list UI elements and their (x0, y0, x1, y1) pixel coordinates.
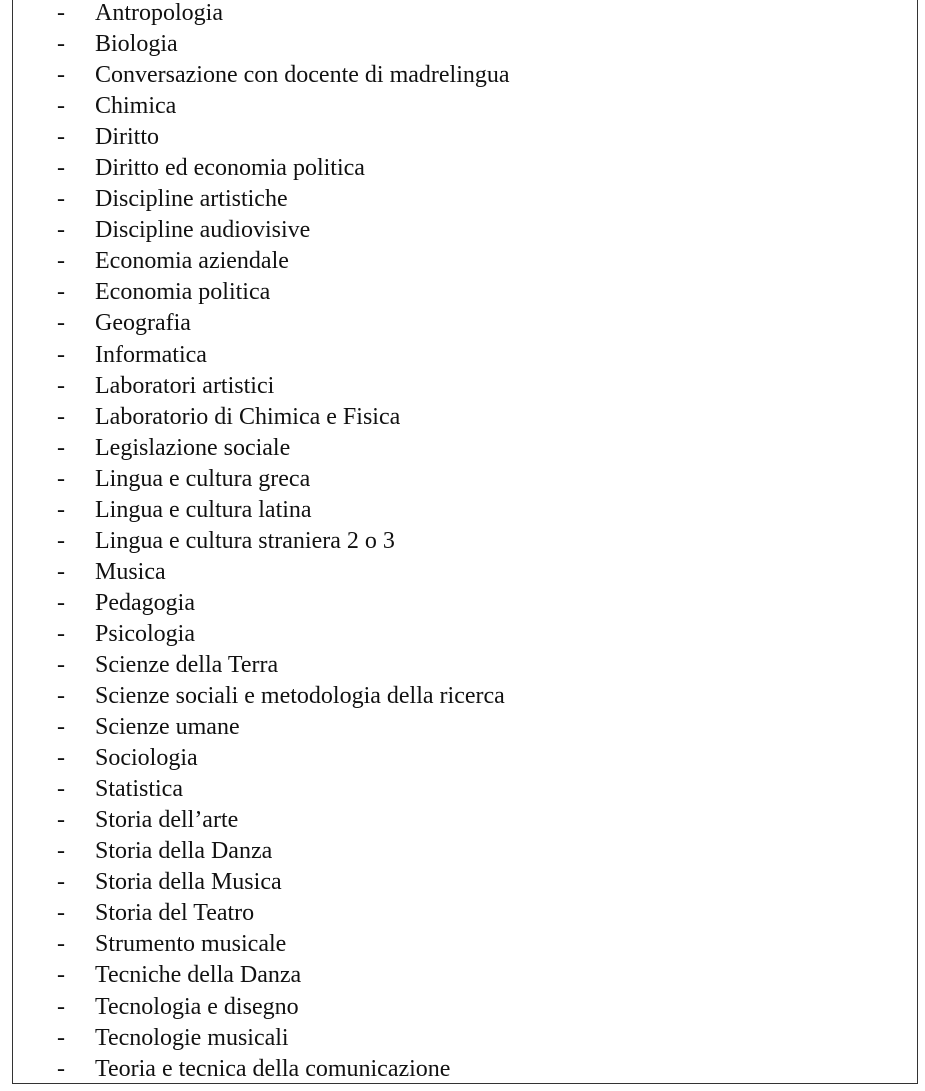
list-bullet-dash: - (57, 217, 65, 244)
list-bullet-dash: - (57, 558, 65, 585)
list-bullet-dash: - (57, 310, 65, 337)
list-item-label: Conversazione con docente di madrelingua (95, 62, 510, 89)
list-bullet-dash: - (57, 931, 65, 958)
list-item-label: Diritto ed economia politica (95, 155, 365, 182)
list-item-label: Economia politica (95, 279, 271, 306)
list-bullet-dash: - (57, 683, 65, 710)
list-bullet-dash: - (57, 651, 65, 678)
list-bullet-dash: - (57, 1055, 65, 1082)
list-item-label: Storia del Teatro (95, 900, 255, 927)
list-bullet-dash: - (57, 807, 65, 834)
list-item-label: Legislazione sociale (95, 434, 291, 461)
list-bullet-dash: - (57, 745, 65, 772)
list-item-label: Geografia (95, 310, 191, 337)
list-item-label: Strumento musicale (95, 931, 287, 958)
list-item-label: Diritto (95, 124, 159, 151)
list-bullet-dash: - (57, 155, 65, 182)
list-bullet-dash: - (57, 248, 65, 275)
list-bullet-dash: - (57, 31, 65, 58)
list-bullet-dash: - (57, 372, 65, 399)
list-bullet-dash: - (57, 589, 65, 616)
list-item-label: Psicologia (95, 620, 195, 647)
list-bullet-dash: - (57, 93, 65, 120)
list-item-label: Tecnologia e disegno (95, 993, 299, 1020)
list-item-label: Statistica (95, 776, 183, 803)
list-bullet-dash: - (57, 465, 65, 492)
list-bullet-dash: - (57, 279, 65, 306)
list-item-label: Laboratorio di Chimica e Fisica (95, 403, 401, 430)
list-bullet-dash: - (57, 62, 65, 89)
list-item-label: Antropologia (95, 0, 223, 26)
list-bullet-dash: - (57, 434, 65, 461)
list-item-label: Economia aziendale (95, 248, 289, 275)
list-item-label: Tecnologie musicali (95, 1024, 289, 1051)
list-bullet-dash: - (57, 0, 65, 26)
list-item-label: Sociologia (95, 745, 198, 772)
list-item-label: Pedagogia (95, 589, 195, 616)
list-item-label: Tecniche della Danza (95, 962, 302, 989)
list-bullet-dash: - (57, 496, 65, 523)
list-bullet-dash: - (57, 776, 65, 803)
list-item-label: Scienze della Terra (95, 651, 279, 678)
list-bullet-dash: - (57, 341, 65, 368)
list-bullet-dash: - (57, 962, 65, 989)
list-item-label: Musica (95, 558, 166, 585)
list-item-label: Lingua e cultura latina (95, 496, 312, 523)
list-bullet-dash: - (57, 527, 65, 554)
list-item-label: Biologia (95, 31, 178, 58)
list-item-label: Lingua e cultura straniera 2 o 3 (95, 527, 395, 554)
list-bullet-dash: - (57, 838, 65, 865)
list-item-label: Scienze umane (95, 714, 240, 741)
list-bullet-dash: - (57, 124, 65, 151)
list-item-label: Informatica (95, 341, 207, 368)
list-item-label: Storia della Danza (95, 838, 273, 865)
list-item-label: Laboratori artistici (95, 372, 275, 399)
list-bullet-dash: - (57, 714, 65, 741)
list-bullet-dash: - (57, 869, 65, 896)
list-item-label: Storia dell’arte (95, 807, 239, 834)
list-item-label: Scienze sociali e metodologia della ricerca (95, 683, 505, 710)
list-item-label: Discipline artistiche (95, 186, 288, 213)
list-item-label: Discipline audiovisive (95, 217, 311, 244)
list-bullet-dash: - (57, 993, 65, 1020)
list-bullet-dash: - (57, 186, 65, 213)
list-item-label: Storia della Musica (95, 869, 282, 896)
list-item-label: Teoria e tecnica della comunicazione (95, 1055, 451, 1082)
list-bullet-dash: - (57, 403, 65, 430)
list-bullet-dash: - (57, 1024, 65, 1051)
list-item-label: Chimica (95, 93, 177, 120)
list-bullet-dash: - (57, 620, 65, 647)
list-item-label: Lingua e cultura greca (95, 465, 311, 492)
list-bullet-dash: - (57, 900, 65, 927)
